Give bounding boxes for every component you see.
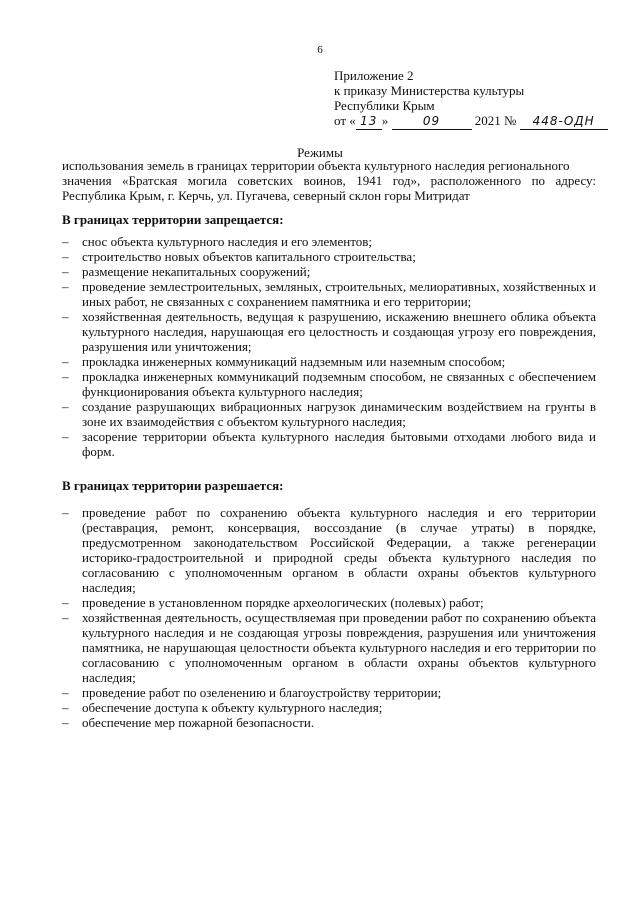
list-item: – проведение землестроительных, земляных, строительных, мелиоративных, хозяйственных и иных работ, не связанных с сохранением памятника и его территории;	[62, 279, 596, 309]
list-item: – создание разрушающих вибрационных нагрузок динамическим воздействием на грунты в зоне их взаимодействия с объектом культурного наследия;	[62, 399, 596, 429]
date-prefix: от «	[334, 113, 356, 128]
prohibited-heading: В границах территории запрещается:	[62, 212, 284, 227]
allowed-heading: В границах территории разрешается:	[62, 478, 284, 493]
list-item: – строительство новых объектов капитального строительства;	[62, 249, 416, 264]
intro-line: использования земель в границах территории объекта культурного наследия регионального	[62, 158, 570, 173]
intro-line: Республика Крым, г. Керчь, ул. Пугачева, северный склон горы Митридат	[62, 188, 470, 203]
intro-line: значения «Братская могила советских воинов, 1941 год», расположенного по адресу:	[62, 173, 596, 188]
appendix-line-1: Приложение 2	[334, 68, 414, 83]
appendix-line-2: к приказу Министерства культуры	[334, 83, 525, 98]
list-item: – хозяйственная деятельность, осуществляемая при проведении работ по сохранению объекта культурного наследия и не создающая угрозы повреждения, разрушения или уничтожения памятника, не нарушающая целостности объекта культурного наследия и его территории по согласованию с уполномоченным органом в области охраны объектов культурного наследия;	[62, 610, 596, 685]
date-month: 09	[392, 114, 472, 130]
list-item: – обеспечение доступа к объекту культурного наследия;	[62, 700, 383, 715]
appendix-header	[334, 68, 614, 130]
list-item: – хозяйственная деятельность, ведущая к разрушению, искажению внешнего облика объекта культурного наследия, нарушающая его целостность и создающая угрозу его повреждения, разрушения или уничтожения;	[62, 309, 596, 354]
list-item: – проведение работ по озеленению и благоустройству территории;	[62, 685, 442, 700]
intro-paragraph	[62, 158, 596, 203]
date-day: 13	[356, 114, 382, 130]
list-item: – обеспечение мер пожарной безопасности.	[62, 715, 315, 730]
date-mid: »	[381, 113, 389, 128]
date-year: 2021 №	[474, 113, 517, 128]
order-number: 448-ОДН	[520, 114, 608, 130]
document-title: Режимы	[297, 145, 343, 160]
list-item: – проведение работ по сохранению объекта культурного наследия и его территории (реставрация, ремонт, консервация, воссоздание (в случае утраты) в порядке, предусмотренном законодательством Российской Федерации, а также регенерации историко-градостроительной и природной среды объекта культурного наследия по согласованию с уполномоченным органом в области охраны объектов культурного наследия;	[62, 505, 596, 595]
list-item: – снос объекта культурного наследия и его элементов;	[62, 234, 372, 249]
list-item: – размещение некапитальных сооружений;	[62, 264, 311, 279]
list-item: – прокладка инженерных коммуникаций надземным или наземным способом;	[62, 354, 506, 369]
appendix-date-line	[334, 113, 614, 130]
page-number: 6	[317, 44, 323, 56]
allowed-list	[62, 505, 596, 730]
prohibited-list	[62, 234, 596, 459]
appendix-line-3: Республики Крым	[334, 98, 435, 113]
list-item: – проведение в установленном порядке археологических (полевых) работ;	[62, 595, 484, 610]
list-item: – прокладка инженерных коммуникаций подземным способом, не связанных с обеспечением функционирования объекта культурного наследия;	[62, 369, 596, 399]
list-item: – засорение территории объекта культурного наследия бытовыми отходами любого вида и форм.	[62, 429, 596, 459]
